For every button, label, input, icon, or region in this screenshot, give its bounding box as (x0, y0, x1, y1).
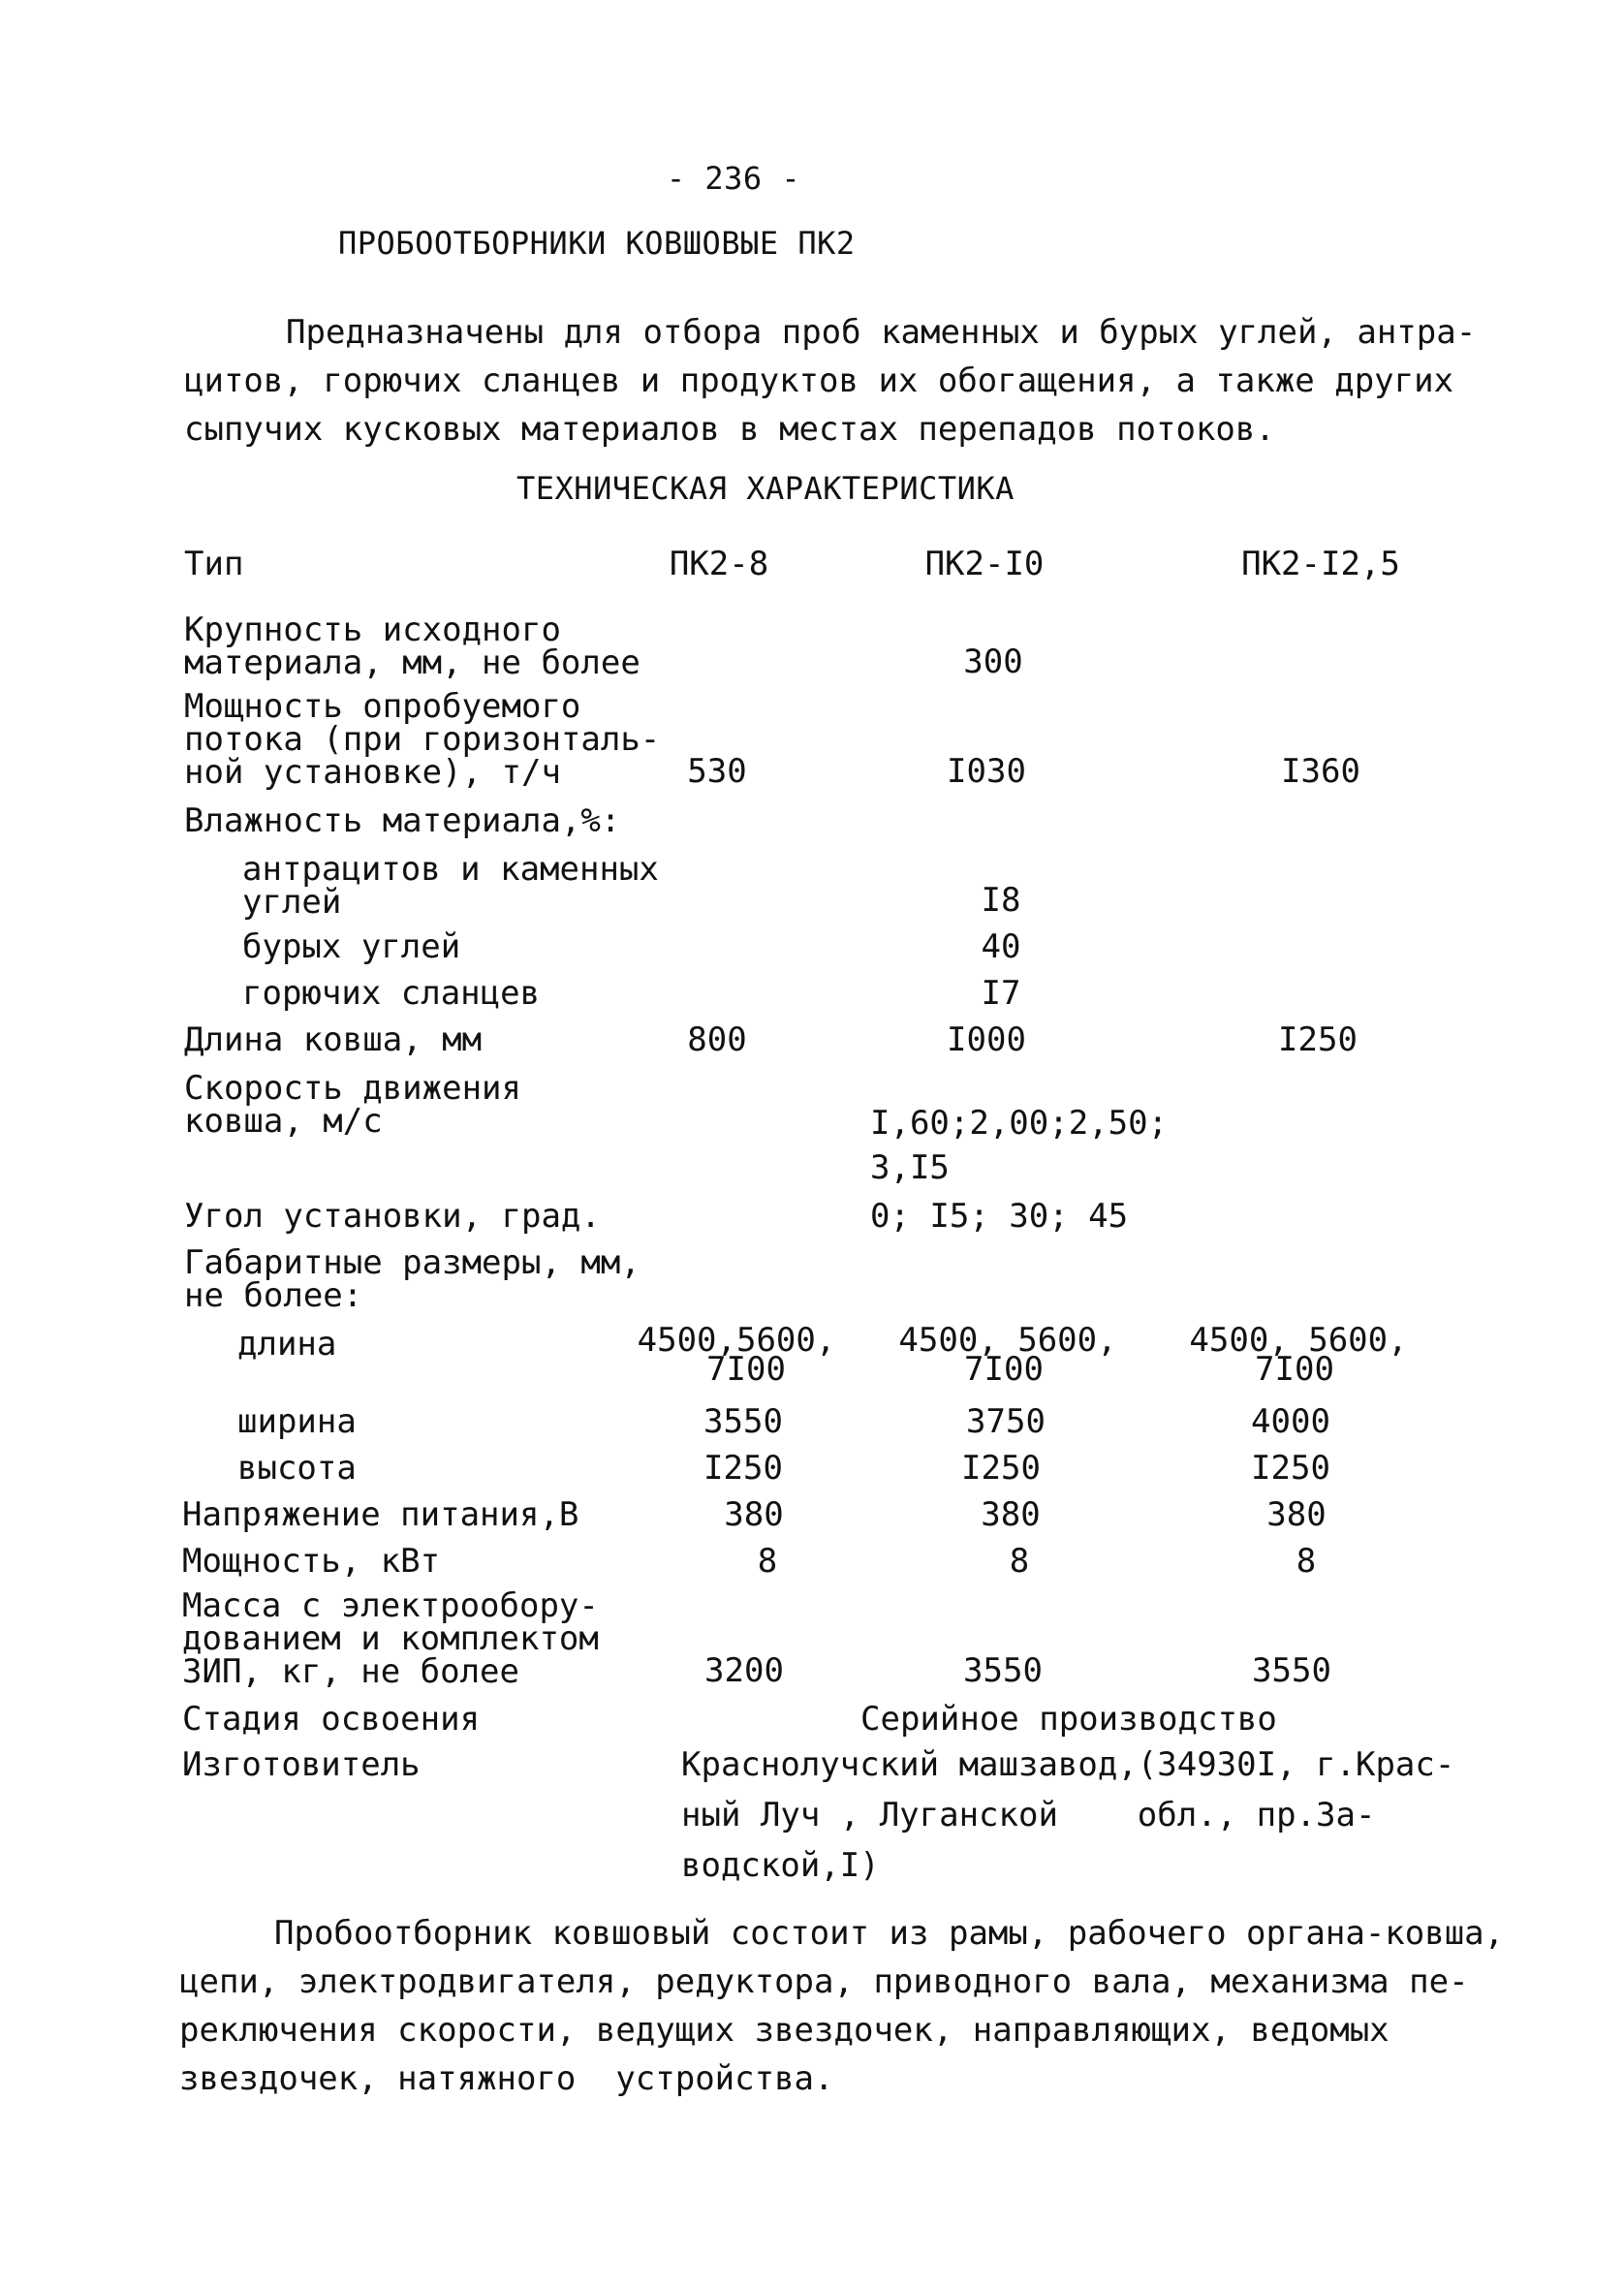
type-label: Тип (184, 545, 244, 583)
power-label: Мощность, кВт (182, 1542, 441, 1581)
height-pk2-10: I250 (961, 1449, 1041, 1488)
length-pk2-12-5-2: 7I00 (1255, 1350, 1334, 1389)
angle-label: Угол установки, град. (184, 1197, 601, 1236)
power-pk2-12-5: 8 (1296, 1542, 1317, 1581)
capacity-pk2-10: I030 (947, 752, 1026, 791)
length-pk2-10-1: 4500, 5600, (898, 1321, 1117, 1360)
intro-line-2: цитов, горючих сланцев и продуктов их обогащения, а также других (184, 361, 1454, 400)
width-pk2-12-5: 4000 (1251, 1402, 1330, 1441)
stage-label: Стадия освоения (182, 1700, 481, 1739)
bucket-length-pk2-12-5: I250 (1278, 1020, 1358, 1059)
height-pk2-12-5: I250 (1251, 1449, 1330, 1488)
moisture-anthracite-value: I8 (981, 881, 1021, 920)
length-pk2-8-2: 7I00 (706, 1350, 786, 1389)
model-pk2-10: ПК2-I0 (924, 545, 1045, 583)
width-label: ширина (237, 1402, 357, 1441)
height-label: высота (237, 1449, 357, 1488)
dims-label-1: Габаритные размеры, мм, (184, 1243, 640, 1282)
size-label-1: Крупность исходного (184, 611, 561, 649)
outro-line-1: Пробоотборник ковшовый состоит из рамы, рабочего органа-ковша, (274, 1914, 1505, 1953)
bucket-length-label: Длина ковша, мм (184, 1020, 483, 1059)
capacity-label-1: Мощность опробуемого (184, 687, 581, 726)
maker-line-3: водской,I) (681, 1846, 880, 1885)
width-pk2-8: 3550 (703, 1402, 783, 1441)
bucket-length-pk2-8: 800 (687, 1020, 747, 1059)
speed-label-2: ковша, м/с (184, 1102, 383, 1141)
mass-pk2-10: 3550 (963, 1651, 1043, 1690)
voltage-label: Напряжение питания,В (182, 1495, 579, 1534)
moisture-brown-value: 40 (981, 927, 1021, 966)
size-value: 300 (963, 643, 1023, 681)
mass-pk2-8: 3200 (704, 1651, 784, 1690)
mass-label-1: Масса с электрообору- (182, 1586, 599, 1625)
size-label-2: материала, мм, не более (184, 643, 640, 682)
moisture-anthracite-label-2: углей (242, 883, 342, 922)
capacity-label-3: ной установке), т/ч (184, 753, 561, 792)
page-number: - 236 - (666, 160, 801, 197)
maker-line-1: Краснолучский машзавод,(34930I, г.Крас- (681, 1745, 1455, 1784)
power-pk2-10: 8 (1009, 1542, 1030, 1581)
dims-label-2: не более: (184, 1276, 363, 1315)
length-pk2-12-5-1: 4500, 5600, (1189, 1321, 1408, 1360)
mass-label-2: дованием и комплектом (182, 1619, 599, 1658)
moisture-shale-label: горючих сланцев (242, 974, 541, 1013)
voltage-pk2-8: 380 (724, 1495, 784, 1534)
voltage-pk2-10: 380 (981, 1495, 1041, 1534)
bucket-length-pk2-10: I000 (947, 1020, 1026, 1059)
outro-line-4: звездочек, натяжного устройства. (179, 2059, 834, 2098)
power-pk2-8: 8 (757, 1542, 778, 1581)
outro-line-3: реключения скорости, ведущих звездочек, направляющих, ведомых (179, 2011, 1390, 2050)
mass-pk2-12-5: 3550 (1252, 1651, 1331, 1690)
mass-label-3: ЗИП, кг, не более (182, 1652, 519, 1691)
moisture-label: Влажность материала,%: (184, 801, 621, 840)
speed-values-2: 3,I5 (870, 1148, 950, 1187)
capacity-pk2-12-5: I360 (1281, 752, 1360, 791)
voltage-pk2-12-5: 380 (1266, 1495, 1327, 1534)
angle-value: 0; I5; 30; 45 (870, 1197, 1129, 1236)
maker-label: Изготовитель (182, 1745, 421, 1784)
moisture-shale-value: I7 (981, 974, 1021, 1013)
moisture-brown-label: бурых углей (242, 927, 461, 966)
capacity-pk2-8: 530 (687, 752, 747, 791)
speed-label-1: Скорость движения (184, 1069, 521, 1108)
length-pk2-10-2: 7I00 (964, 1350, 1044, 1389)
spec-heading: ТЕХНИЧЕСКАЯ ХАРАКТЕРИСТИКА (516, 470, 1015, 507)
length-label: длина (237, 1325, 337, 1364)
outro-line-2: цепи, электродвигателя, редуктора, приводного вала, механизма пе- (179, 1962, 1469, 2001)
model-pk2-12-5: ПК2-I2,5 (1241, 545, 1400, 583)
speed-values-1: I,60;2,00;2,50; (870, 1104, 1169, 1143)
length-pk2-8-1: 4500,5600, (637, 1321, 836, 1360)
height-pk2-8: I250 (703, 1449, 783, 1488)
page-title: ПРОБООТБОРНИКИ КОВШОВЫЕ ПК2 (338, 225, 856, 262)
width-pk2-10: 3750 (966, 1402, 1046, 1441)
stage-value: Серийное производство (860, 1700, 1277, 1739)
intro-line-1: Предназначены для отбора проб каменных и бурых углей, антра- (286, 313, 1477, 352)
moisture-anthracite-label-1: антрацитов и каменных (242, 850, 659, 889)
intro-line-3: сыпучих кусковых материалов в местах перепадов потоков. (184, 410, 1275, 449)
capacity-label-2: потока (при горизонталь- (184, 720, 661, 759)
model-pk2-8: ПК2-8 (669, 545, 769, 583)
maker-line-2: ный Луч , Луганской обл., пр.За- (681, 1796, 1376, 1834)
